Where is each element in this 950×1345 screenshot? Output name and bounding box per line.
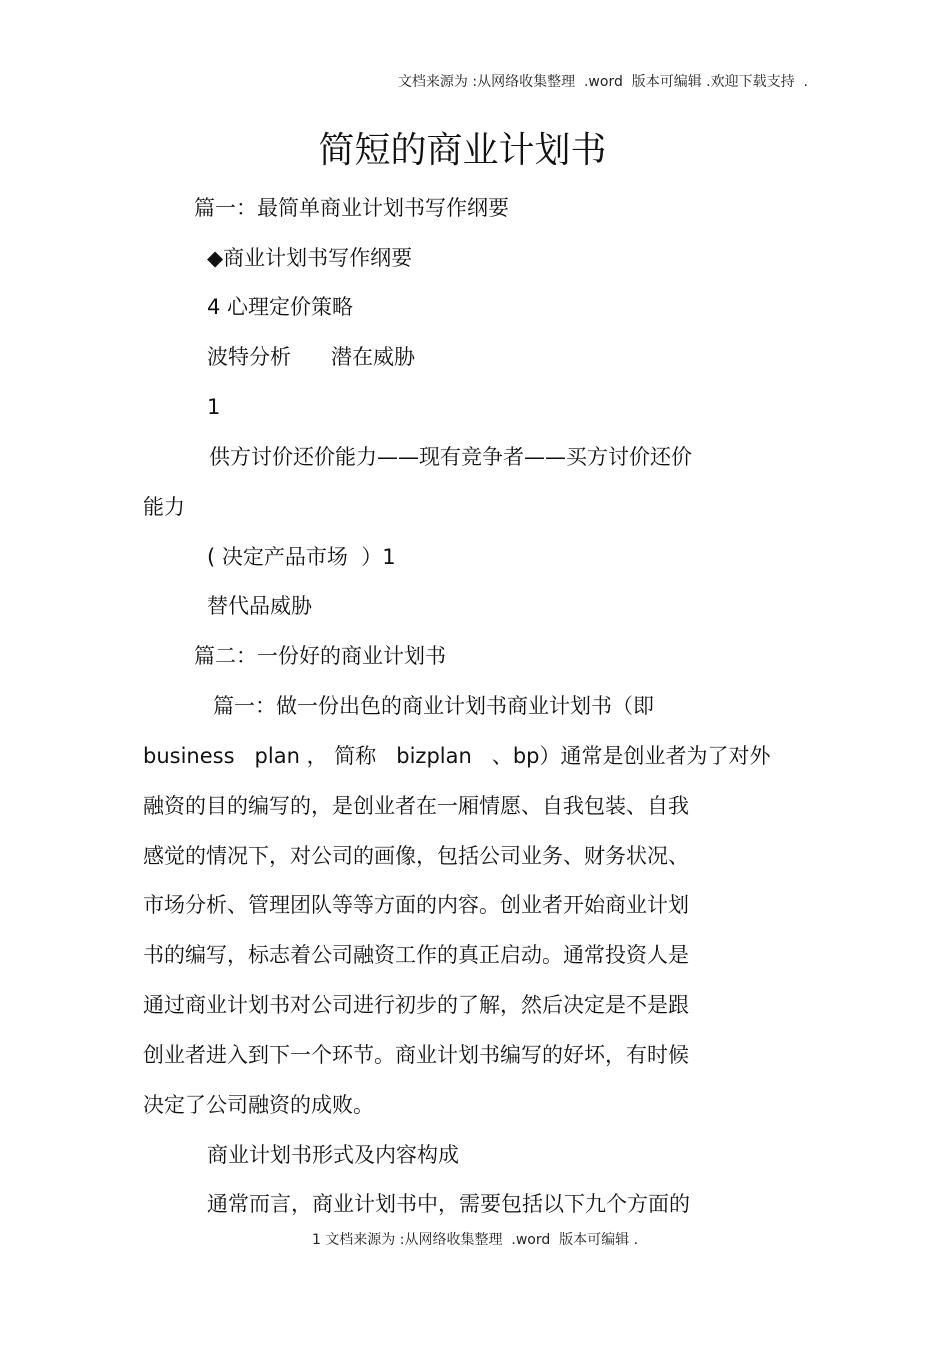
paragraph-line: 通过商业计划书对公司进行初步的了解，然后决定是不是跟	[143, 993, 689, 1017]
outline-item: 1	[207, 395, 221, 419]
subheading: 商业计划书形式及内容构成	[207, 1143, 459, 1167]
paragraph-line: 篇一：做一份出色的商业计划书商业计划书（即	[213, 694, 654, 718]
page-header: 文档来源为 :从网络收集整理 .word 版本可编辑 .欢迎下载支持 .	[397, 74, 808, 90]
paragraph-line: 通常而言，商业计划书中，需要包括以下九个方面的	[207, 1192, 690, 1216]
paragraph-line: business plan ， 简称 bizplan 、bp）通常是创业者为了对外	[143, 744, 771, 768]
paragraph-line: 书的编写，标志着公司融资工作的真正启动。通常投资人是	[143, 943, 689, 967]
paragraph-line: 市场分析、管理团队等等方面的内容。创业者开始商业计划	[143, 893, 689, 917]
paragraph-line: 创业者进入到下一个环节。商业计划书编写的好坏，有时候	[143, 1043, 689, 1067]
outline-item: 波特分析 潜在威胁	[207, 345, 416, 369]
paragraph-line: 感觉的情况下，对公司的画像，包括公司业务、财务状况、	[143, 844, 689, 868]
page-footer: 1 文档来源为 :从网络收集整理 .word 版本可编辑 .	[311, 1232, 639, 1248]
outline-item-continued: 能力	[143, 495, 185, 519]
outline-item: ◆商业计划书写作纲要	[207, 246, 413, 270]
section-heading-1: 篇一：最简单商业计划书写作纲要	[194, 196, 509, 220]
paragraph-line: 融资的目的编写的，是创业者在一厢情愿、自我包装、自我	[143, 794, 689, 818]
section-heading-2: 篇二：一份好的商业计划书	[194, 644, 446, 668]
outline-item: ( 决定产品市场 ）1	[207, 545, 396, 569]
document-title: 简短的商业计划书	[318, 130, 607, 171]
outline-item: 4 心理定价策略	[207, 295, 354, 319]
paragraph-line: 决定了公司融资的成败。	[143, 1093, 374, 1117]
outline-item: 供方讨价还价能力——现有竞争者——买方讨价还价	[209, 445, 692, 469]
outline-item: 替代品威胁	[207, 594, 312, 618]
